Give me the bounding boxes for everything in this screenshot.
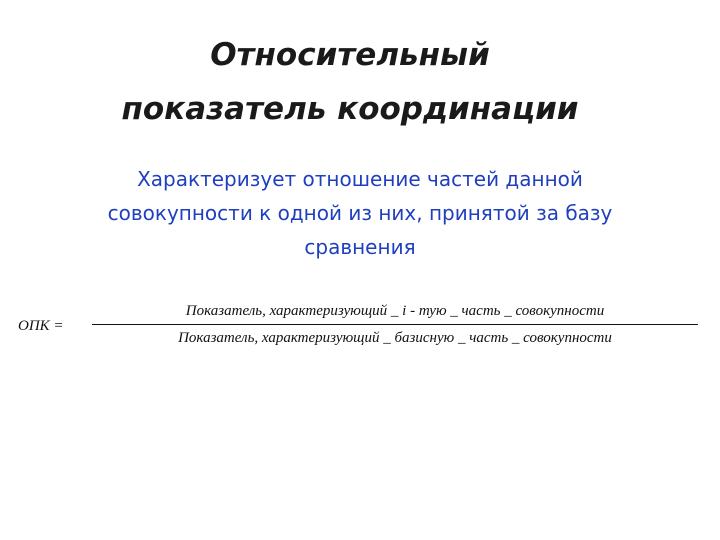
title-line-2: показатель координации <box>121 91 579 127</box>
slide-title <box>60 28 640 136</box>
description-line-3: сравнения <box>304 235 416 259</box>
formula-numerator: Показатель, характеризующий _ i - тую _ часть _ совокупности <box>185 303 605 319</box>
description-line-2: совокупности к одной из них, принятой за базу <box>107 201 613 225</box>
formula-fraction <box>92 300 698 349</box>
slide-description <box>60 162 660 264</box>
title-line-1: Относительный <box>210 37 490 73</box>
formula-lhs: ОПК = <box>18 318 64 334</box>
formula-denominator: Показатель, характеризующий _ базисную _ часть _ совокупности <box>178 330 612 346</box>
fraction-bar <box>92 324 698 325</box>
description-line-1: Характеризует отношение частей данной <box>137 167 583 191</box>
formula <box>18 300 698 360</box>
